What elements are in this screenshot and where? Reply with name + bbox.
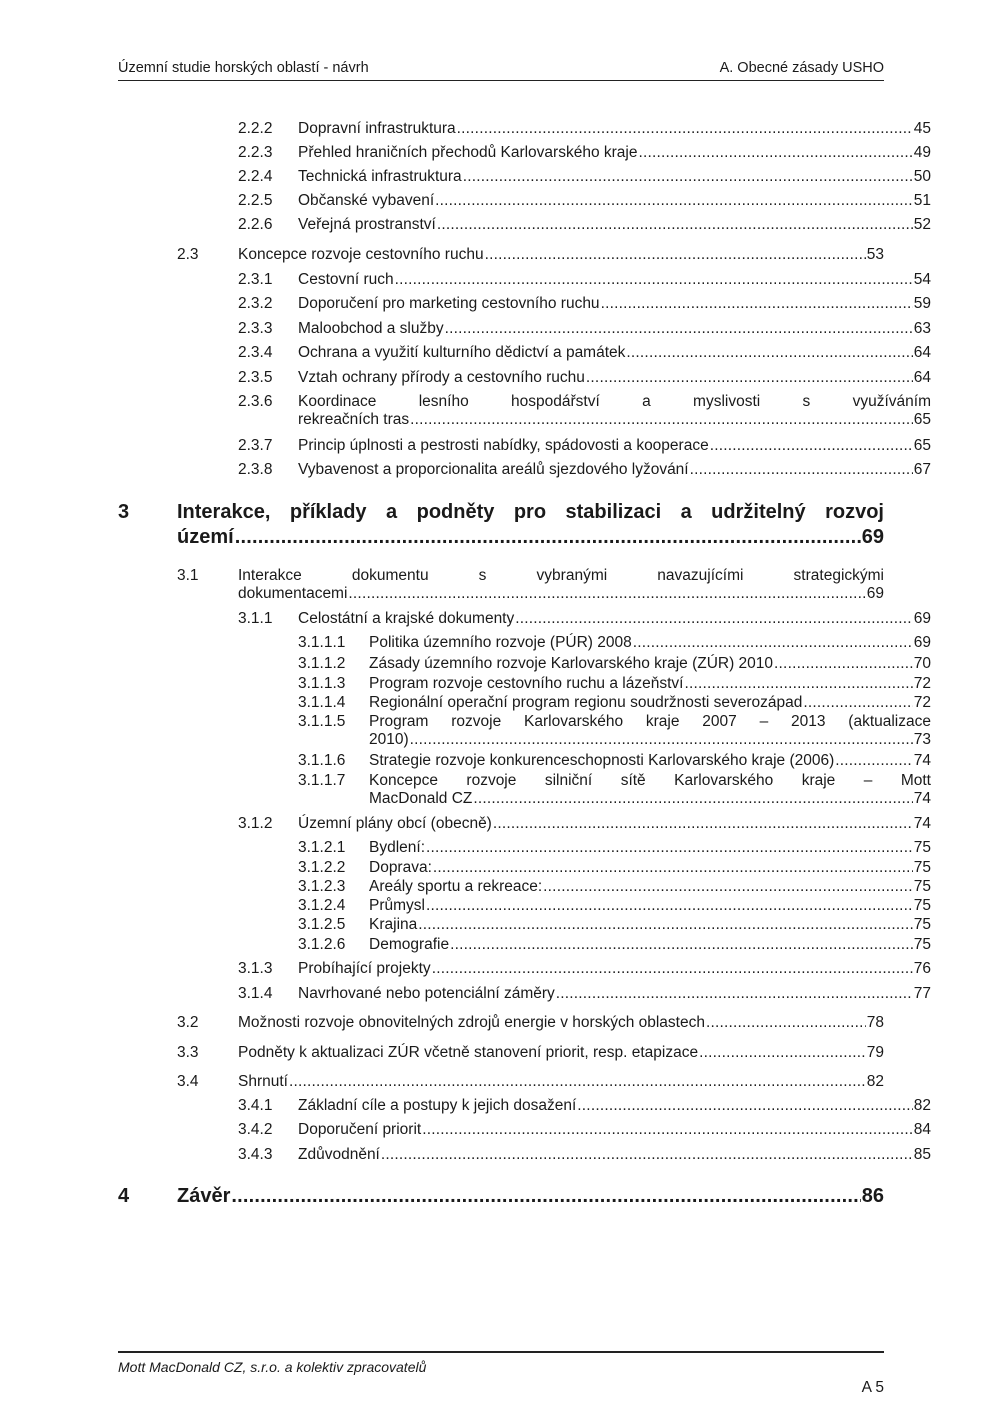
toc-entry-title: Doporučení pro marketing cestovního ruchu bbox=[298, 295, 600, 312]
toc-entry-number: 2.3.4 bbox=[238, 344, 273, 361]
document-title: Územní studie horských oblastí - návrh bbox=[118, 60, 369, 76]
toc-entry-title: Program rozvoje cestovního ruchu a lázeňství bbox=[369, 675, 684, 692]
toc-leader-dots bbox=[834, 752, 913, 770]
toc-leader-dots bbox=[600, 295, 913, 313]
toc-leader-dots bbox=[709, 437, 913, 455]
toc-leader-dots bbox=[394, 271, 913, 289]
toc-entry-title: MacDonald CZ bbox=[369, 790, 473, 807]
toc-entry-page: 67 bbox=[913, 461, 931, 478]
toc-entry-page: 51 bbox=[913, 192, 931, 209]
toc-entry-page: 69 bbox=[866, 585, 884, 602]
toc-entry-number: 3.1.3 bbox=[238, 960, 273, 977]
toc-entry-title: území bbox=[177, 526, 234, 548]
toc-entry-number: 3 bbox=[118, 501, 130, 523]
toc-entry-number: 2.2.4 bbox=[238, 168, 273, 185]
toc-entry-title: Areály sportu a rekreace: bbox=[369, 878, 543, 895]
toc-entry-title: Maloobchod a služby bbox=[298, 320, 444, 337]
toc-entry-number: 3.1.2.1 bbox=[298, 839, 346, 856]
toc-entry-title: Veřejná prostranství bbox=[298, 216, 436, 233]
toc-entry-number: 2.2.2 bbox=[238, 120, 273, 137]
toc-entry-title: Celostátní a krajské dokumenty bbox=[298, 610, 515, 627]
toc-entry-number: 2.3.6 bbox=[238, 393, 273, 410]
toc-entry-page: 74 bbox=[913, 752, 931, 769]
toc-entry-page: 72 bbox=[913, 675, 931, 692]
page-number: A 5 bbox=[861, 1379, 884, 1396]
toc-entry-title: Demografie bbox=[369, 936, 450, 953]
toc-entry-title: Dopravní infrastruktura bbox=[298, 120, 456, 137]
toc-entry-number: 2.3.1 bbox=[238, 271, 273, 288]
toc-leader-dots bbox=[773, 655, 913, 673]
toc-entry-page: 84 bbox=[913, 1121, 931, 1138]
toc-entry-page: 70 bbox=[913, 655, 931, 672]
toc-entry-title: Navrhované nebo potenciální záměry bbox=[298, 985, 555, 1002]
toc-leader-dots bbox=[409, 731, 913, 749]
toc-entry-page: 75 bbox=[913, 859, 931, 876]
toc-entry-number: 2.3.8 bbox=[238, 461, 273, 478]
toc-entry-number: 3.1.1.4 bbox=[298, 694, 346, 711]
toc-entry-title: Přehled hraničních přechodů Karlovarského kraje bbox=[298, 144, 638, 161]
toc-entry-number: 3.1.1.5 bbox=[298, 713, 346, 730]
toc-entry-number: 2.3.7 bbox=[238, 437, 273, 454]
toc-entry-title: Program rozvoje Karlovarského kraje 2007 – 2013 (aktualizace bbox=[369, 713, 931, 730]
toc-entry-number: 3.1.1.3 bbox=[298, 675, 346, 692]
toc-leader-dots bbox=[444, 320, 913, 338]
toc-leader-dots bbox=[425, 897, 913, 915]
toc-leader-dots bbox=[434, 192, 913, 210]
toc-entry-number: 2.3.3 bbox=[238, 320, 273, 337]
toc-leader-dots bbox=[802, 694, 912, 712]
toc-leader-dots bbox=[432, 859, 913, 877]
toc-entry-number: 3.1.2 bbox=[238, 815, 273, 832]
toc-entry-title: Průmysl bbox=[369, 897, 425, 914]
toc-leader-dots bbox=[555, 985, 913, 1003]
toc-entry-page: 79 bbox=[866, 1044, 884, 1061]
page-footer bbox=[118, 1351, 884, 1396]
toc-entry-number: 2.3.2 bbox=[238, 295, 273, 312]
toc-entry-page: 75 bbox=[913, 897, 931, 914]
toc-entry-title: Možnosti rozvoje obnovitelných zdrojů energie v horských oblastech bbox=[238, 1014, 705, 1031]
toc-entry-page: 72 bbox=[913, 694, 931, 711]
toc-entry-title: Krajina bbox=[369, 916, 418, 933]
toc-entry-page: 59 bbox=[913, 295, 931, 312]
toc-leader-dots bbox=[347, 585, 865, 603]
toc-entry-title: Politika územního rozvoje (PÚR) 2008 bbox=[369, 634, 632, 651]
toc-entry-number: 3.1 bbox=[177, 567, 199, 584]
toc-leader-dots bbox=[632, 634, 913, 652]
toc-entry-title: Bydlení: bbox=[369, 839, 426, 856]
toc-entry-page: 53 bbox=[866, 246, 884, 263]
toc-entry-number: 3.4.3 bbox=[238, 1146, 273, 1163]
toc-entry-title: rekreačních tras bbox=[298, 411, 410, 428]
toc-entry-title: Zdůvodnění bbox=[298, 1146, 380, 1163]
toc-entry-title: Doprava: bbox=[369, 859, 432, 876]
toc-entry-page: 54 bbox=[913, 271, 931, 288]
toc-entry-number: 3.4.1 bbox=[238, 1097, 273, 1114]
toc-entry-title: Technická infrastruktura bbox=[298, 168, 462, 185]
toc-entry-title: Základní cíle a postupy k jejich dosažení bbox=[298, 1097, 577, 1114]
toc-entry-page: 64 bbox=[913, 344, 931, 361]
toc-leader-dots bbox=[585, 369, 913, 387]
toc-leader-dots bbox=[484, 246, 866, 264]
toc-leader-dots bbox=[705, 1014, 866, 1032]
toc-entry-page: 75 bbox=[913, 839, 931, 856]
toc-entry-number: 3.2 bbox=[177, 1014, 199, 1031]
toc-entry-page: 75 bbox=[913, 878, 931, 895]
toc-entry-page: 50 bbox=[913, 168, 931, 185]
toc-entry-page: 65 bbox=[913, 411, 931, 428]
toc-leader-dots bbox=[409, 411, 913, 429]
toc-entry-number: 3.1.2.5 bbox=[298, 916, 346, 933]
toc-entry-title: Probíhající projekty bbox=[298, 960, 431, 977]
toc-entry-title: Podněty k aktualizaci ZÚR včetně stanovení priorit, resp. etapizace bbox=[238, 1044, 699, 1061]
toc-entry-number: 3.1.1.6 bbox=[298, 752, 346, 769]
toc-leader-dots bbox=[234, 525, 861, 550]
toc-leader-dots bbox=[431, 960, 913, 978]
toc-leader-dots bbox=[492, 815, 913, 833]
toc-entry-page: 78 bbox=[866, 1014, 884, 1031]
toc-entry-number: 2.3 bbox=[177, 246, 199, 263]
toc-leader-dots bbox=[637, 144, 912, 162]
toc-entry-number: 2.2.5 bbox=[238, 192, 273, 209]
toc-entry-title: Závěr bbox=[177, 1185, 231, 1207]
toc-entry-title: Koncepce rozvoje silniční sítě Karlovarského kraje – Mott bbox=[369, 772, 931, 789]
toc-leader-dots bbox=[472, 790, 912, 808]
toc-entry-number: 3.1.1.2 bbox=[298, 655, 346, 672]
toc-entry-title: Občanské vybavení bbox=[298, 192, 435, 209]
toc-leader-dots bbox=[417, 916, 913, 934]
toc-leader-dots bbox=[449, 936, 913, 954]
toc-entry-number: 2.3.5 bbox=[238, 369, 273, 386]
toc-entry-page: 63 bbox=[913, 320, 931, 337]
toc-entry-page: 75 bbox=[913, 916, 931, 933]
toc-entry-page: 74 bbox=[913, 815, 931, 832]
toc-leader-dots bbox=[436, 216, 913, 234]
toc-leader-dots bbox=[425, 839, 913, 857]
toc-entry-number: 2.2.6 bbox=[238, 216, 273, 233]
toc-entry-page: 69 bbox=[913, 634, 931, 651]
toc-entry-number: 3.1.1.1 bbox=[298, 634, 346, 651]
toc-entry-title: Koncepce rozvoje cestovního ruchu bbox=[238, 246, 484, 263]
toc-entry-page: 73 bbox=[913, 731, 931, 748]
toc-entry-title: dokumentacemi bbox=[238, 585, 348, 602]
toc-entry-title: Územní plány obcí (obecně) bbox=[298, 815, 492, 832]
toc-entry-number: 3.1.1.7 bbox=[298, 772, 346, 789]
toc-entry-number: 3.1.4 bbox=[238, 985, 273, 1002]
toc-leader-dots bbox=[288, 1073, 866, 1091]
toc-leader-dots bbox=[421, 1121, 913, 1139]
toc-leader-dots bbox=[683, 675, 912, 693]
toc-entry-title: Shrnutí bbox=[238, 1073, 288, 1090]
toc-leader-dots bbox=[514, 610, 913, 628]
toc-entry-title: Ochrana a využití kulturního dědictví a památek bbox=[298, 344, 626, 361]
toc-entry-page: 74 bbox=[913, 790, 931, 807]
toc-entry-page: 86 bbox=[861, 1185, 884, 1207]
toc-entry-page: 69 bbox=[913, 610, 931, 627]
toc-entry-title: Interakce dokumentu s vybranými navazujícími strategickými bbox=[238, 567, 884, 584]
toc-leader-dots bbox=[689, 461, 913, 479]
toc-entry-page: 69 bbox=[861, 526, 884, 548]
toc-entry-page: 76 bbox=[913, 960, 931, 977]
toc-entry-title: Koordinace lesního hospodářství a myslivosti s využíváním bbox=[298, 393, 931, 410]
toc-entry-number: 3.4 bbox=[177, 1073, 199, 1090]
toc-leader-dots bbox=[542, 878, 913, 896]
toc-entry-title: Cestovní ruch bbox=[298, 271, 394, 288]
toc-entry-title: Interakce, příklady a podněty pro stabilizaci a udržitelný rozvoj bbox=[177, 501, 884, 523]
toc-entry-number: 3.4.2 bbox=[238, 1121, 273, 1138]
toc-entry-title: Vybavenost a proporcionalita areálů sjezdového lyžování bbox=[298, 461, 689, 478]
toc-leader-dots bbox=[625, 344, 912, 362]
toc-entry-page: 52 bbox=[913, 216, 931, 233]
toc-entry-page: 49 bbox=[913, 144, 931, 161]
toc-entry-title: Strategie rozvoje konkurenceschopnosti Karlovarského kraje (2006) bbox=[369, 752, 835, 769]
toc-entry-title: 2010) bbox=[369, 731, 409, 748]
toc-entry-number: 3.3 bbox=[177, 1044, 199, 1061]
toc-entry-number: 4 bbox=[118, 1185, 130, 1207]
toc-entry-page: 45 bbox=[913, 120, 931, 137]
toc-entry-number: 2.2.3 bbox=[238, 144, 273, 161]
section-title: A. Obecné zásady USHO bbox=[719, 60, 884, 76]
toc-entry-page: 75 bbox=[913, 936, 931, 953]
toc-entry-page: 85 bbox=[913, 1146, 931, 1163]
toc-entry-page: 64 bbox=[913, 369, 931, 386]
toc-entry-title: Doporučení priorit bbox=[298, 1121, 422, 1138]
footer-authors: Mott MacDonald CZ, s.r.o. a kolektiv zpracovatelů bbox=[118, 1359, 427, 1375]
toc-entry-page: 82 bbox=[913, 1097, 931, 1114]
toc-entry-number: 3.1.2.6 bbox=[298, 936, 346, 953]
toc-leader-dots bbox=[576, 1097, 912, 1115]
toc-leader-dots bbox=[380, 1146, 913, 1164]
toc-entry-number: 3.1.2.3 bbox=[298, 878, 346, 895]
toc-entry-number: 3.1.2.4 bbox=[298, 897, 346, 914]
toc-entry-title: Vztah ochrany přírody a cestovního ruchu bbox=[298, 369, 585, 386]
toc-leader-dots bbox=[698, 1044, 866, 1062]
toc-leader-dots bbox=[456, 120, 913, 138]
toc-entry-number: 3.1.1 bbox=[238, 610, 273, 627]
toc-entry-title: Regionální operační program regionu soudržnosti severozápad bbox=[369, 694, 803, 711]
toc-leader-dots bbox=[462, 168, 913, 186]
toc-entry-number: 3.1.2.2 bbox=[298, 859, 346, 876]
toc-entry-title: Zásady územního rozvoje Karlovarského kraje (ZÚR) 2010 bbox=[369, 655, 774, 672]
toc-entry-page: 77 bbox=[913, 985, 931, 1002]
toc-entry-title: Princip úplnosti a pestrosti nabídky, spádovosti a kooperace bbox=[298, 437, 709, 454]
toc-leader-dots bbox=[230, 1184, 860, 1209]
toc-entry-page: 82 bbox=[866, 1073, 884, 1090]
toc-entry-page: 65 bbox=[913, 437, 931, 454]
